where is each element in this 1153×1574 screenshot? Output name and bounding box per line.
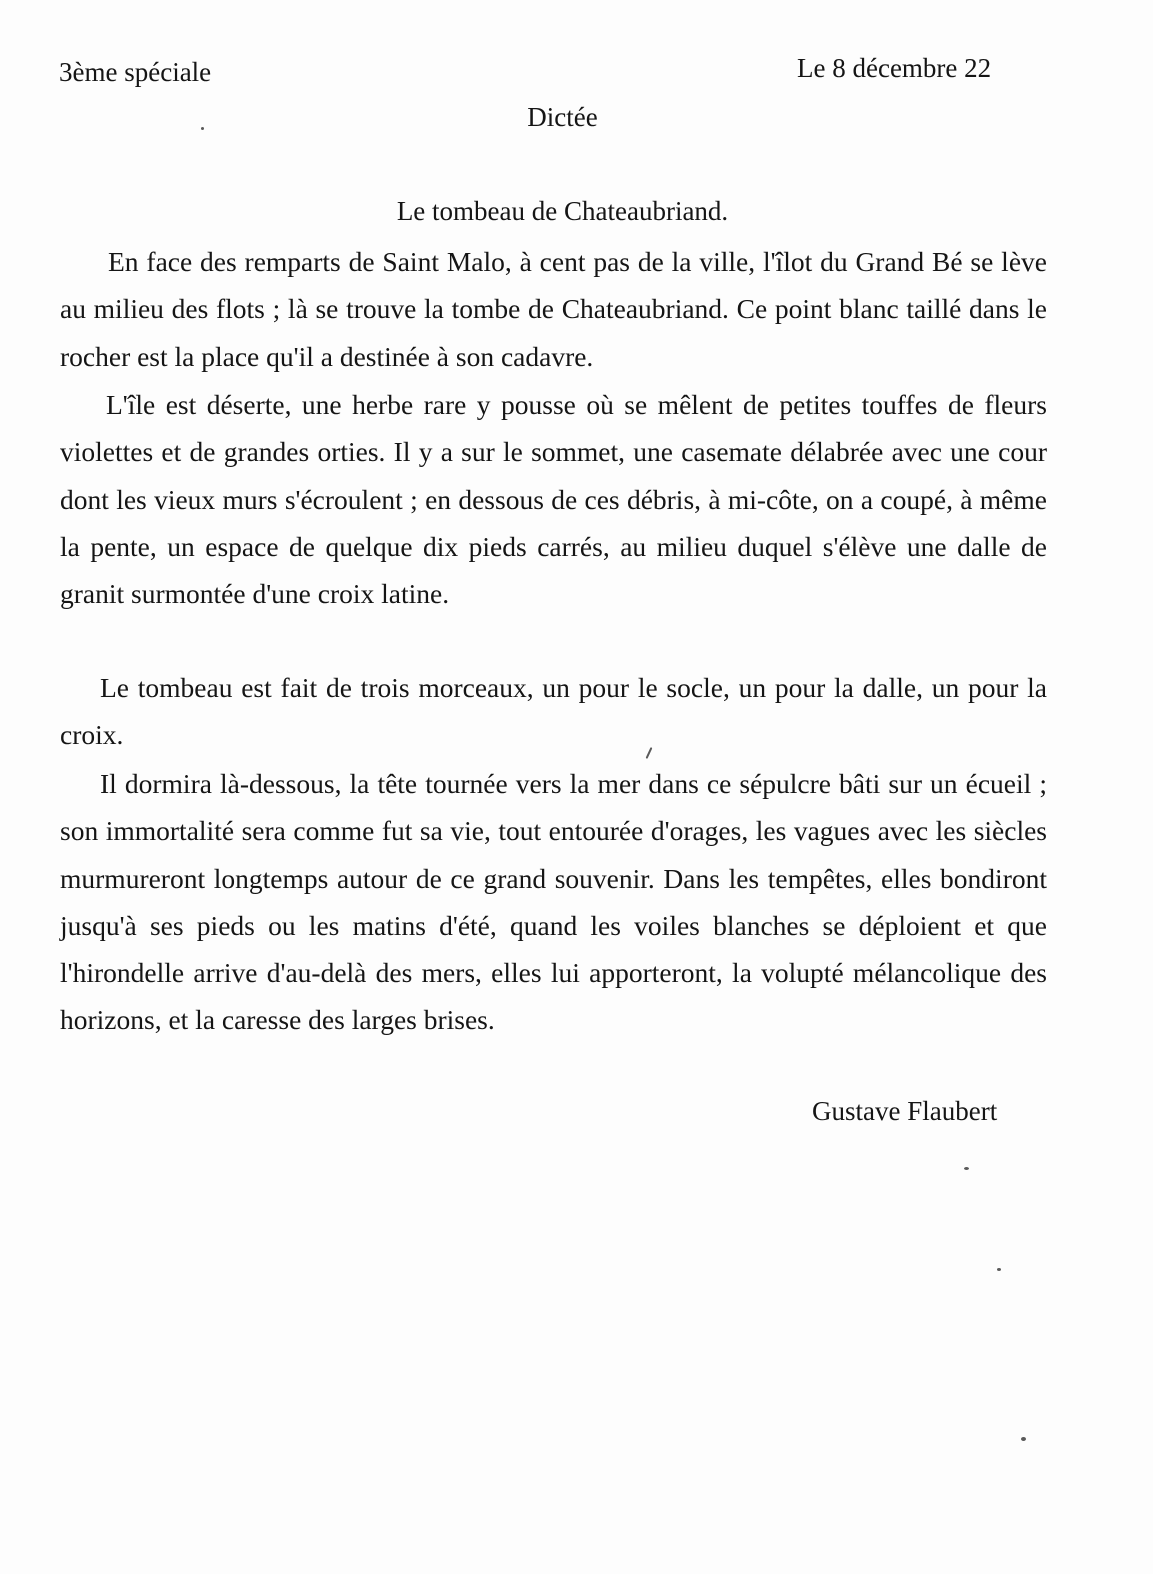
- paragraph-1: En face des remparts de Saint Malo, à cent pas de la ville, l'îlot du Grand Bé se lève au milieu des flots ; là se trouve la tombe de Chateaubriand. Ce point blanc taillé dans le rocher est la place qu'il a destinée à son cadavre.: [60, 246, 1047, 372]
- scan-speck: [201, 127, 204, 130]
- paragraph-2: L'île est déserte, une herbe rare y pousse où se mêlent de petites touffes de fleurs violettes et de grandes orties. Il y a sur le sommet, une casemate délabrée avec une cour dont les vieux murs s'écroulent ; en dessous de ces débris, à mi-côte, on a coupé, à même la pente, un espace de quelque dix pieds carrés, au milieu duquel s'élève une dalle de granit surmontée d'une croix latine.: [60, 389, 1047, 610]
- author-signature: Gustave Flaubert: [812, 1096, 998, 1126]
- paragraph-3: Le tombeau est fait de trois morceaux, un pour le socle, un pour la dalle, un pour la croix.: [60, 672, 1047, 751]
- document-title: Dictée: [527, 102, 598, 132]
- scan-speck: [997, 1268, 1001, 1271]
- text-title: Le tombeau de Chateaubriand.: [396, 196, 729, 226]
- scan-speck: [1021, 1437, 1026, 1441]
- date-label: Le 8 décembre 22: [797, 53, 992, 83]
- paragraph-4: Il dormira là-dessous, la tête tournée vers la mer dans ce sépulcre bâti sur un écueil ; son immortalité sera comme fut sa vie, tout entourée d'orages, les vagues avec les siècles murmureront longtemps autour de ce grand souvenir. Dans les tempêtes, elles bondiront jusqu'à ses pieds ou les matins d'été, quand les voiles blanches se déploient et que l'hirondelle arrive d'au-delà des mers, elles lui apporteront, la volupté mélancolique des horizons, et la caresse des larges brises.: [60, 768, 1047, 1036]
- scan-speck: [964, 1167, 969, 1170]
- class-label: 3ème spéciale: [59, 57, 212, 87]
